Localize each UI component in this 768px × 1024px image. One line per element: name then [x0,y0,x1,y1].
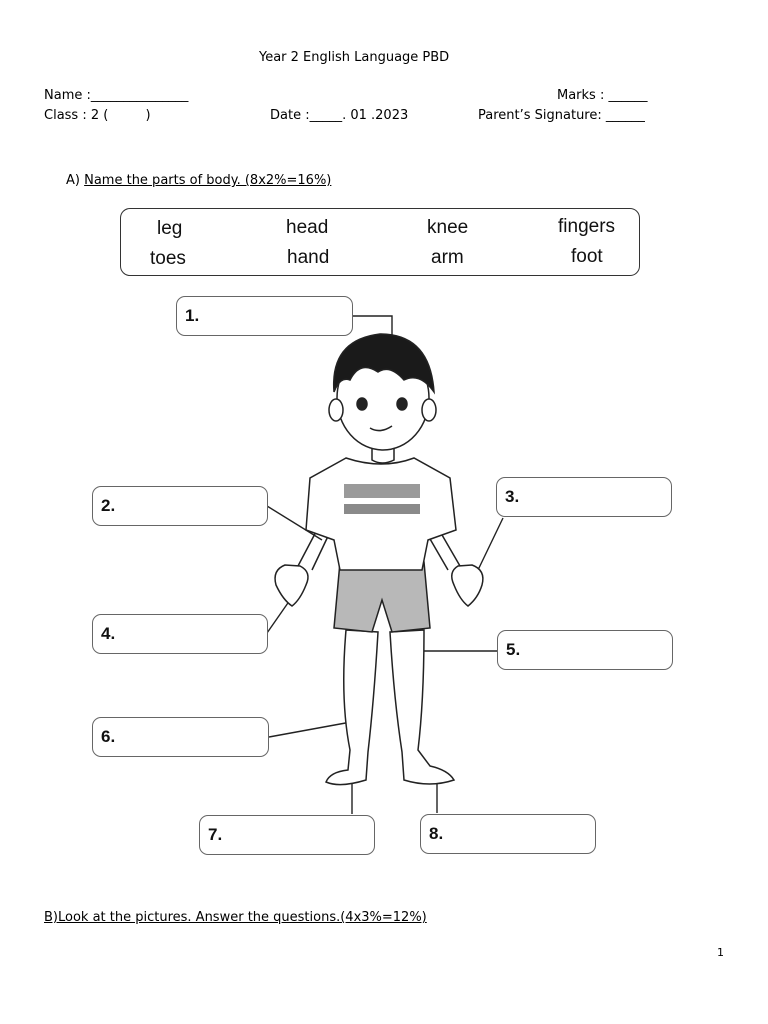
section-a-instruction-text: Name the parts of body. (8x2%=16%) [84,173,332,188]
label-number: 2. [101,496,116,515]
label-number: 3. [505,487,520,506]
word-bank-word: hand [287,247,330,268]
label-number: 1. [185,306,200,325]
answer-box-5[interactable] [497,630,673,670]
answer-box-7[interactable] [199,815,375,855]
answer-box-1[interactable] [176,296,353,336]
word-bank-word: leg [157,218,183,239]
worksheet-title: Year 2 English Language PBD [259,50,450,65]
boy-figure [275,334,483,785]
parent-signature-label: Parent’s Signature: ______ [478,108,645,123]
word-bank-word: head [286,217,329,238]
word-bank-word: knee [427,217,469,238]
label-number: 7. [208,825,223,844]
word-bank-word: foot [571,246,603,267]
date-field-label: Date :_____. 01 .2023 [270,108,409,123]
answer-box-8[interactable] [420,814,596,854]
name-field-label: Name :_______________ [44,88,189,103]
word-bank-word: arm [431,247,464,268]
label-number: 5. [506,640,521,659]
label-number: 4. [101,624,116,643]
answer-box-6[interactable] [92,717,269,757]
page-number: 1 [717,946,724,959]
answer-box-4[interactable] [92,614,268,654]
answer-box-2[interactable] [92,486,268,526]
word-bank-word: fingers [558,216,616,237]
marks-field-label: Marks : ______ [557,88,648,103]
section-a-prefix: A) [66,173,85,188]
word-bank-word: toes [150,248,186,269]
label-number: 8. [429,824,444,843]
label-number: 6. [101,727,116,746]
section-b-instruction: B)Look at the pictures. Answer the questions.(4x3%=12%) [44,910,427,925]
class-field-label: Class : 2 ( ) [44,108,151,123]
answer-box-3[interactable] [496,477,672,517]
